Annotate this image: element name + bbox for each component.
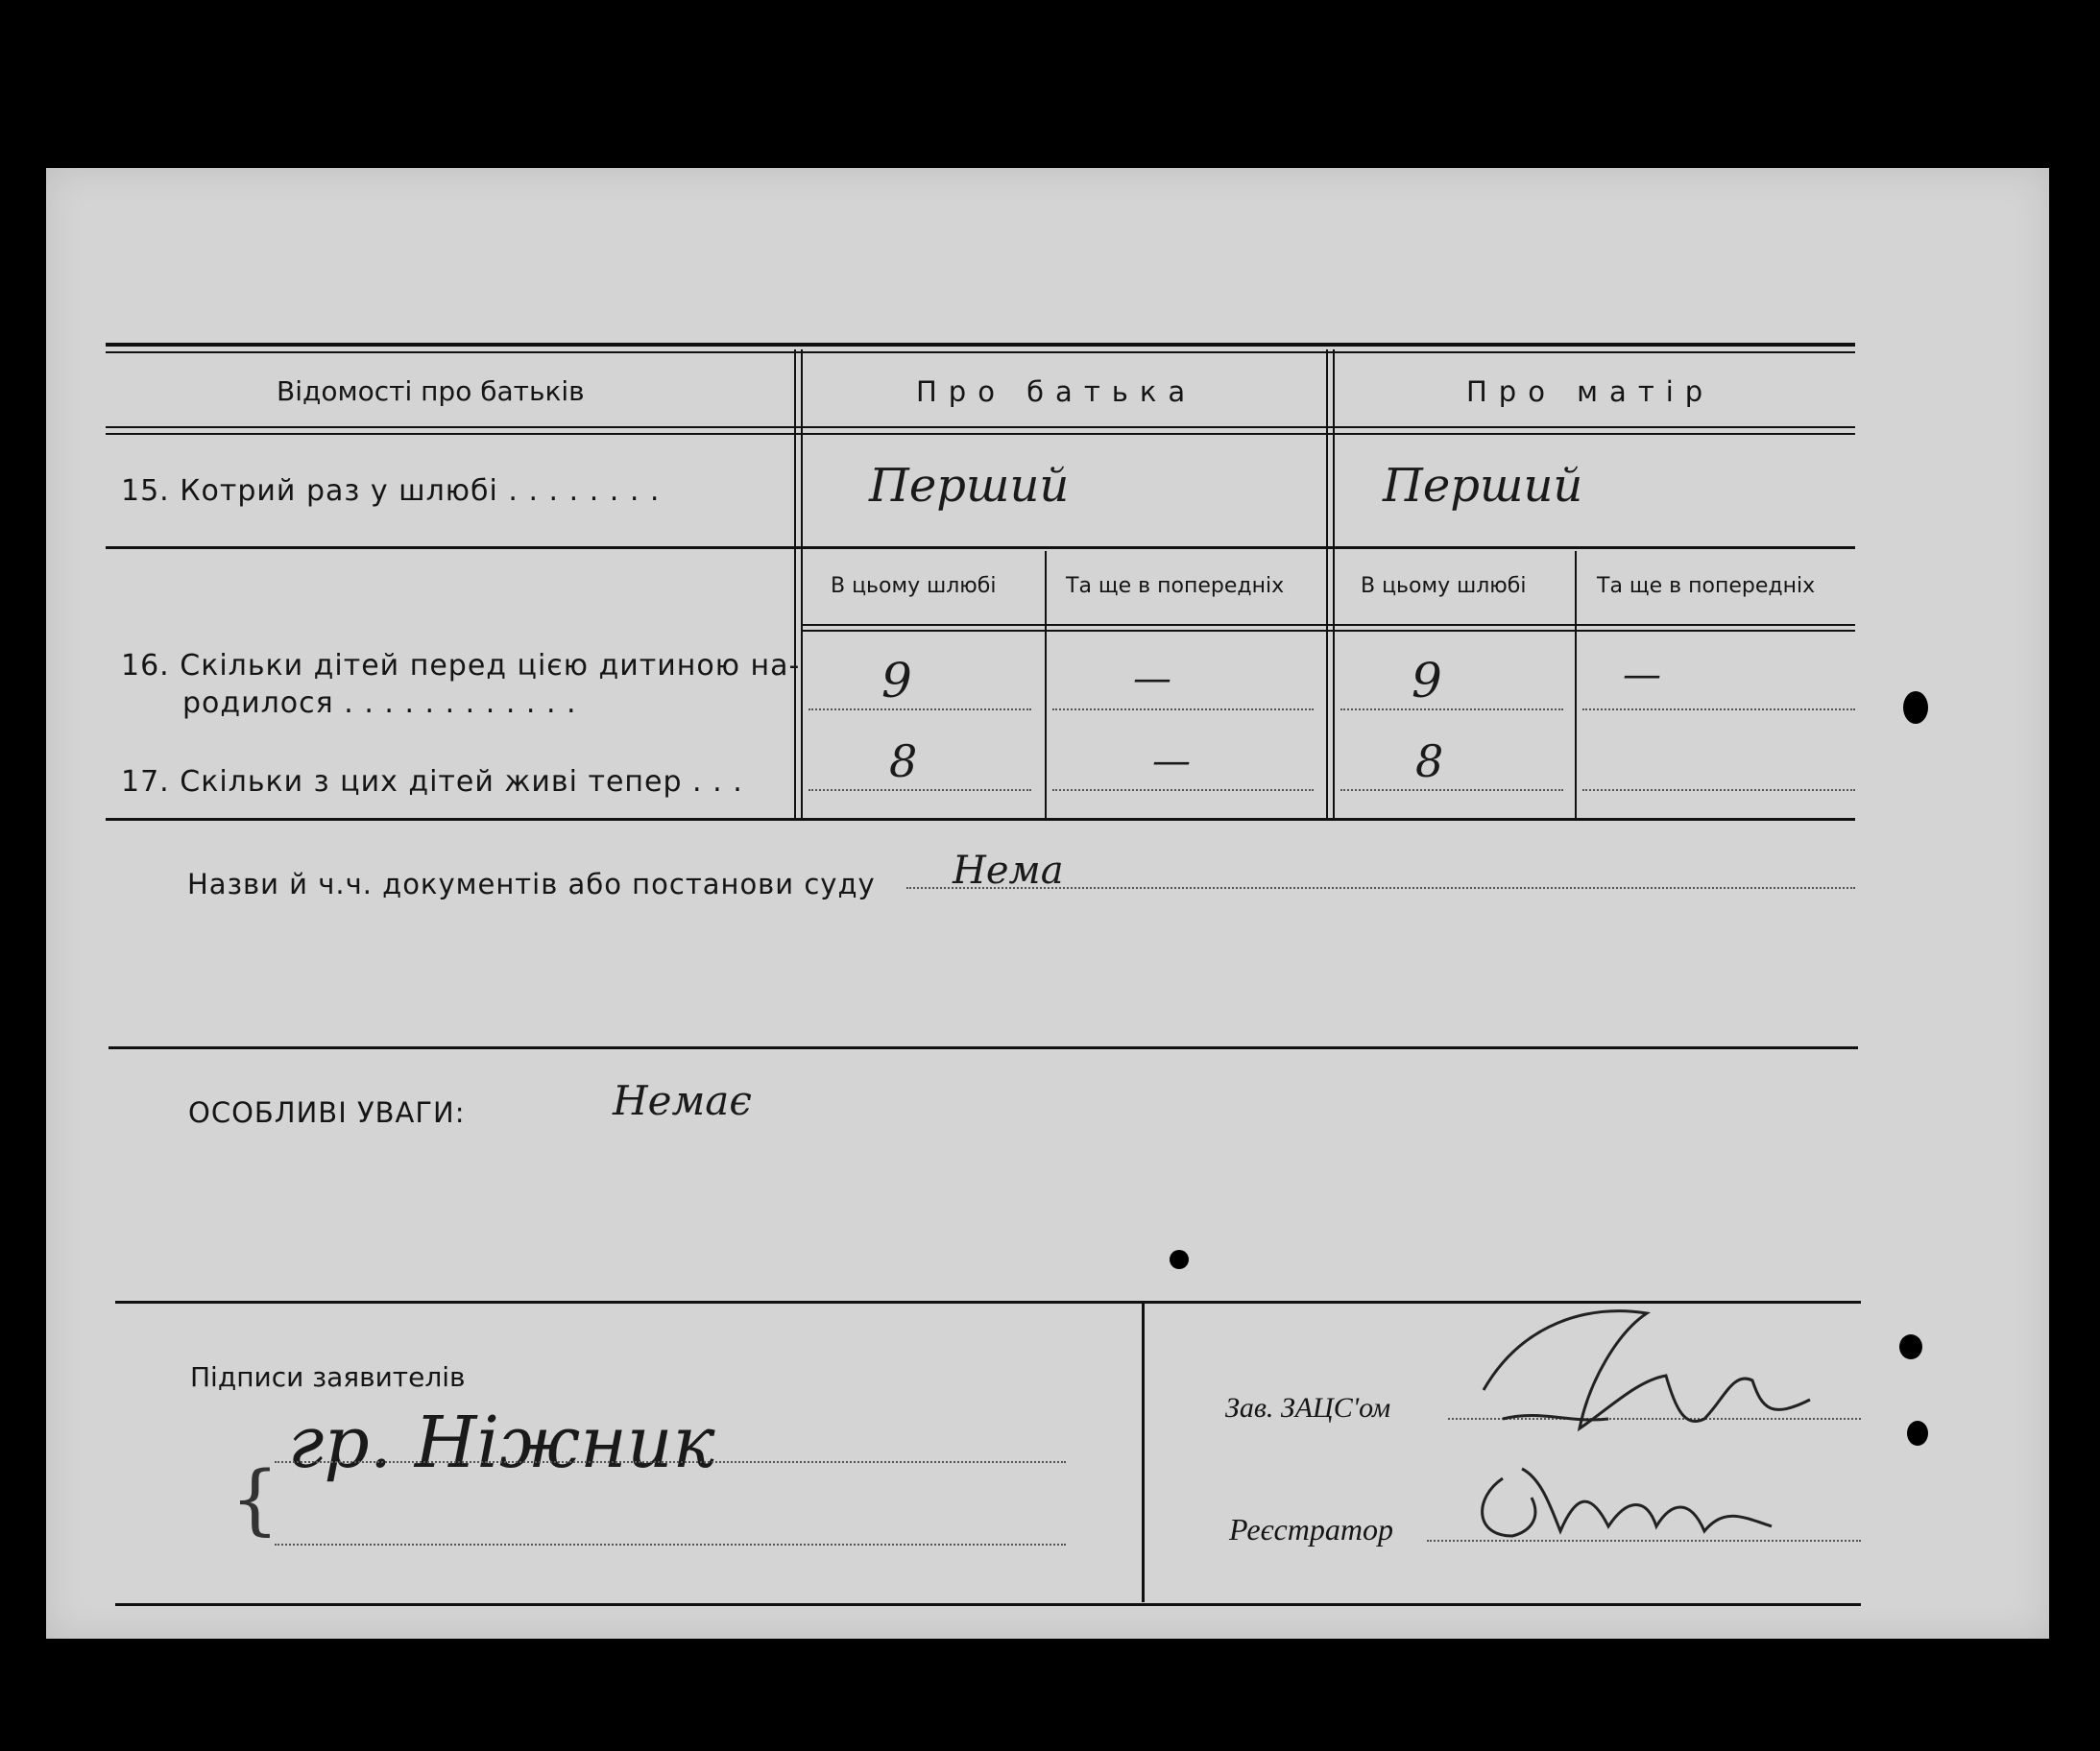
table-top-rule-thin — [106, 351, 1855, 353]
subhead-rule-2 — [803, 630, 1855, 632]
punch-hole — [1899, 1334, 1922, 1359]
applicants-label: Підписи заявителів — [190, 1361, 466, 1393]
row17-dotline — [1340, 789, 1563, 791]
documents-dotline — [906, 887, 1855, 889]
col-divider — [1326, 349, 1328, 818]
q17-mother-this: 8 — [1415, 735, 1444, 787]
q15-mother-value: Перший — [1383, 459, 1583, 513]
subcol-divider — [1045, 551, 1047, 818]
applicant-signature: гр. Ніжник — [288, 1402, 715, 1484]
documents-value: Нема — [953, 849, 1064, 893]
punch-hole — [1170, 1250, 1189, 1269]
table-bottom-rule — [106, 818, 1855, 821]
subhead-mother-this: В цьому шлюбі — [1361, 574, 1527, 598]
row15-bottom-rule — [106, 546, 1855, 549]
q16-mother-this: 9 — [1412, 653, 1442, 708]
row16-dotline — [1582, 708, 1855, 710]
row17-dotline — [1052, 789, 1314, 791]
registrar-signature — [1464, 1440, 1791, 1559]
q16-father-this: 9 — [881, 653, 912, 708]
remarks-value: Немає — [613, 1077, 752, 1124]
table-top-rule — [106, 343, 1855, 347]
documents-label: Назви й ч.ч. документів або постанови суду — [187, 868, 876, 900]
row16-dotline — [1052, 708, 1314, 710]
q15-father-value: Перший — [869, 459, 1070, 513]
punch-hole — [1903, 691, 1928, 724]
page-bottom-rule — [115, 1603, 1861, 1606]
q16-label-line2: родилося . . . . . . . . . . . . — [182, 686, 577, 720]
remarks-label: ОСОБЛИВІ УВАГИ: — [188, 1096, 466, 1129]
header-parents-info: Відомості про батьків — [277, 375, 585, 407]
applicant-sig-line — [275, 1461, 1066, 1463]
row17-dotline — [809, 789, 1031, 791]
row16-dotline — [809, 708, 1031, 710]
applicants-brace: { — [230, 1454, 279, 1544]
col-divider — [801, 349, 803, 818]
q17-label: 17. Скільки з цих дітей живі тепер . . . — [121, 765, 743, 799]
q16-father-previous: — — [1133, 657, 1171, 701]
punch-hole — [1907, 1421, 1928, 1446]
subhead-mother-previous: Та ще в попередніх — [1597, 574, 1816, 598]
subhead-father-this: В цьому шлюбі — [831, 574, 997, 598]
q17-father-this: 8 — [889, 735, 918, 787]
header-mother: Про матір — [1466, 375, 1715, 408]
header-bottom-rule-2 — [106, 433, 1855, 435]
header-father: Про батька — [916, 375, 1197, 408]
header-bottom-rule — [106, 426, 1855, 428]
row16-dotline — [1340, 708, 1563, 710]
signature-divider — [1142, 1303, 1145, 1602]
q17-father-previous: — — [1152, 739, 1191, 783]
col-divider — [1333, 349, 1335, 818]
section-rule — [109, 1046, 1858, 1049]
col-divider — [794, 349, 796, 818]
q16-label-line1: 16. Скільки дітей перед цією дитиною на- — [121, 649, 801, 683]
q15-label: 15. Котрий раз у шлюбі . . . . . . . . — [121, 474, 661, 508]
subhead-rule — [803, 624, 1855, 626]
row17-dotline — [1582, 789, 1855, 791]
subcol-divider — [1575, 551, 1577, 818]
applicant-sig-line-2 — [275, 1544, 1066, 1546]
registrar-label: Реєстратор — [1229, 1512, 1393, 1547]
subhead-father-previous: Та ще в попередніх — [1066, 574, 1285, 598]
q16-mother-previous: — — [1623, 653, 1661, 697]
head-of-registry-label: Зав. ЗАЦС'ом — [1225, 1392, 1391, 1424]
